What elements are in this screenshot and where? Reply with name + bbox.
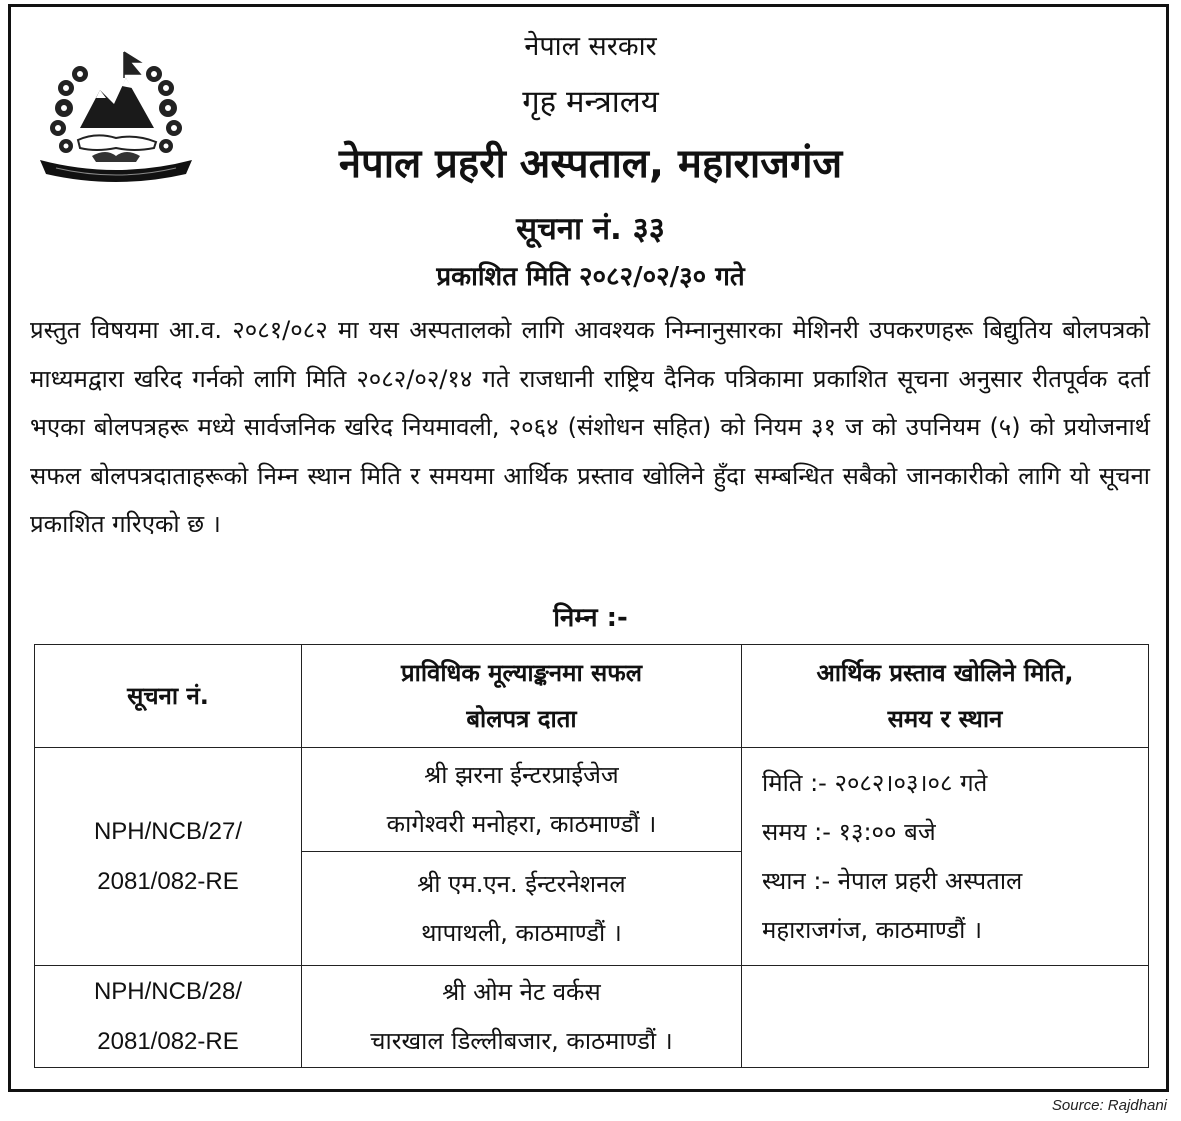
schedule-place: स्थान :- नेपाल प्रहरी अस्पताल — [762, 866, 1023, 895]
header-successful-bidder: प्राविधिक मूल्याङ्कनमा सफल बोलपत्र दाता — [302, 645, 742, 748]
source-credit: Source: Rajdhani — [1051, 1097, 1167, 1114]
notice-number: सूचना नं. ३३ — [516, 211, 665, 247]
header-opening-schedule: आर्थिक प्रस्ताव खोलिने मिति, समय र स्थान — [742, 645, 1149, 748]
bidder-address: चारखाल डिल्लीबजार, काठमाण्डौं । — [370, 1026, 673, 1055]
office-title: नेपाल प्रहरी अस्पताल, महाराजगंज — [338, 141, 843, 187]
bidder-name: श्री एम.एन. ईन्टरनेशनल — [417, 869, 626, 898]
bidder-address: थापाथली, काठमाण्डौं । — [421, 918, 622, 947]
bidder-address: कागेश्वरी मनोहरा, काठमाण्डौं । — [386, 809, 657, 838]
bidder-cell — [302, 748, 742, 852]
empty-schedule-cell — [742, 966, 1149, 1068]
table-row — [35, 966, 1149, 1068]
bidder-cell — [302, 852, 742, 966]
schedule-cell — [742, 748, 1149, 966]
bidder-cell — [302, 966, 742, 1068]
ministry-title: गृह मन्त्रालय — [522, 84, 659, 120]
notice-body: प्रस्तुत विषयमा आ.व. २०८१/०८२ मा यस अस्पतालको लागि आवश्यक निम्नानुसारका मेशिनरी उपकरणहरू बिद्युतिय बोलपत्रको माध्यमद्वारा खरिद गर्नको लागि मिति २०८२/०२/१४ गते राजधानी राष्ट्रिय दैनिक पत्रिकामा प्रकाशित सूचना अनुसार रीतपूर्वक दर्ता भएका बोलपत्रहरू मध्ये सार्वजनिक खरिद नियमावली, २०६४ (संशोधन सहित) को नियम ३१ ज को उपनियम (५) को प्रयोजनार्थ सफल बोलपत्रदाताहरूको निम्न स्थान मिति र समयमा आर्थिक प्रस्ताव खोलिने हुँदा सम्बन्धित सबैको जानकारीको लागि यो सूचना प्रकाशित गरिएको छ । — [30, 316, 1150, 538]
table-intro: निम्न :- — [553, 603, 628, 633]
header-notice-no: सूचना नं. — [35, 645, 302, 748]
schedule-place-2: महाराजगंज, काठमाण्डौं । — [762, 915, 983, 944]
row-ref-cell: NPH/NCB/28/ 2081/082-RE — [35, 966, 302, 1068]
row-ref-cell: NPH/NCB/27/ 2081/082-RE — [35, 748, 302, 966]
schedule-time: समय :- १३:०० बजे — [762, 817, 936, 846]
table-row — [35, 748, 1149, 852]
government-title: नेपाल सरकार — [524, 31, 657, 62]
schedule-date: मिति :- २०८२।०३।०८ गते — [762, 768, 988, 797]
bidder-name: श्री ओम नेट वर्कस — [442, 977, 601, 1006]
table-header-row — [35, 645, 1149, 748]
bidder-name: श्री झरना ईन्टरप्राईजेज — [424, 760, 619, 789]
bidders-table — [34, 644, 1149, 1068]
published-date: प्रकाशित मिति २०८२/०२/३० गते — [436, 262, 745, 292]
